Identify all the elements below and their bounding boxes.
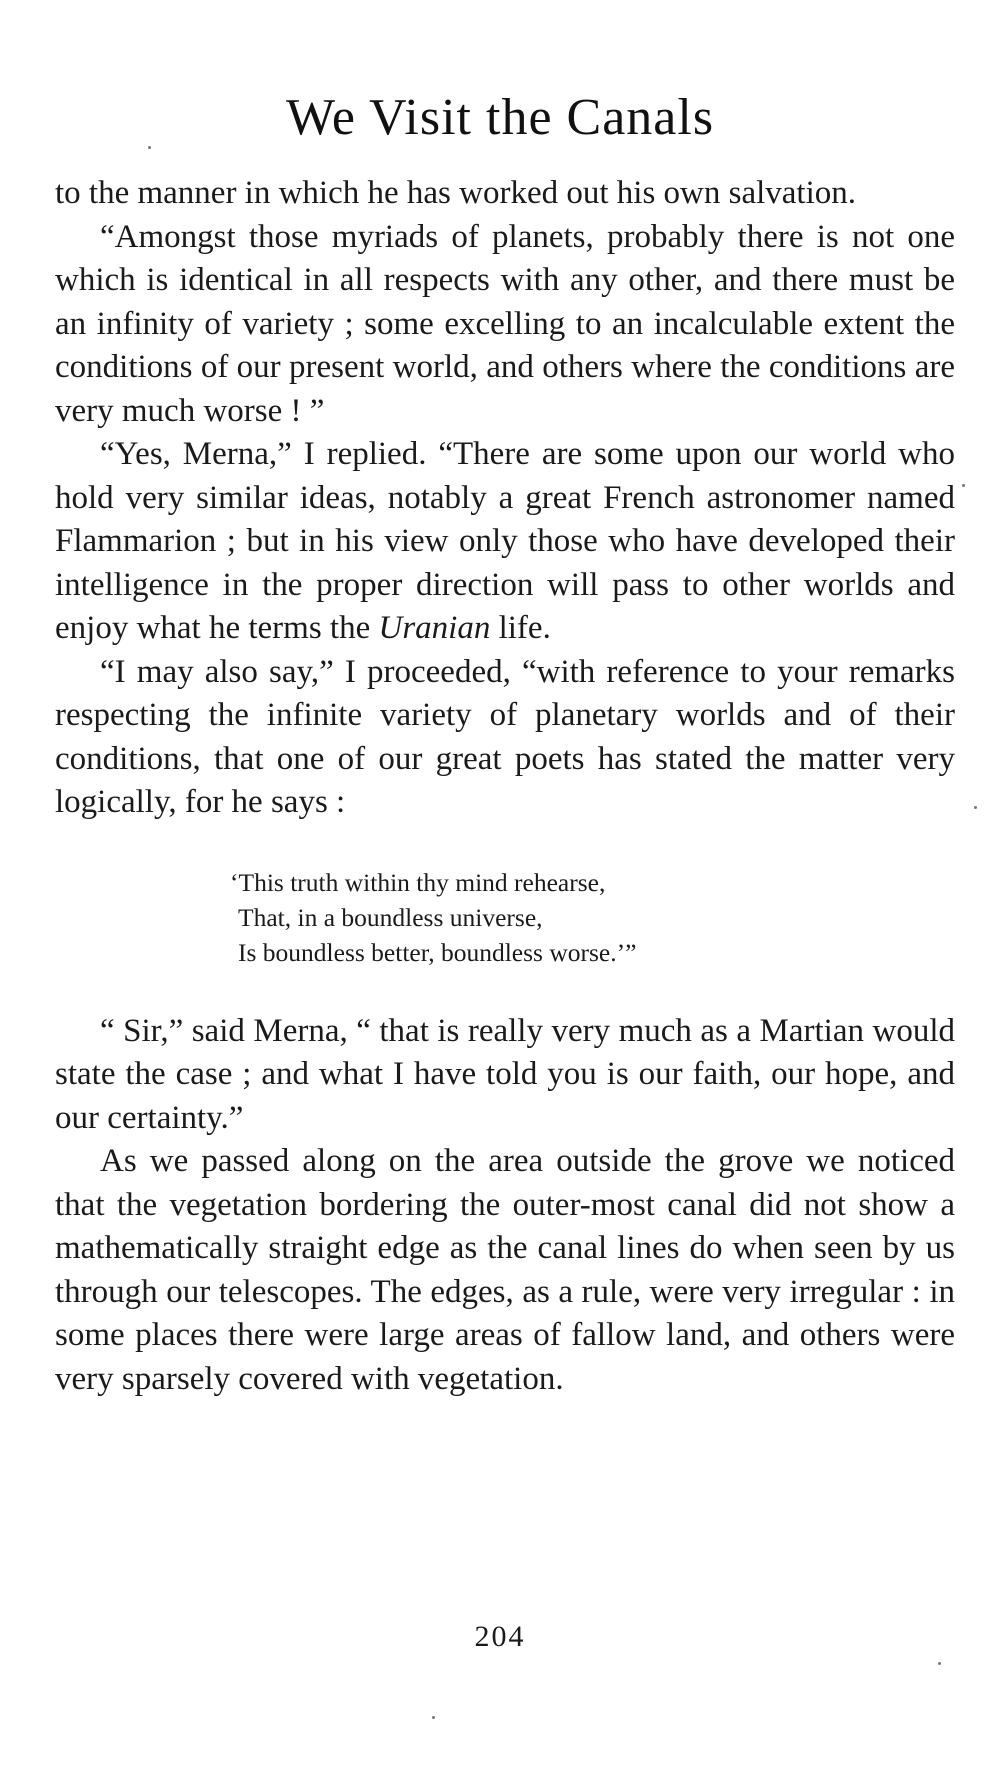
running-head: We Visit the Canals: [285, 89, 715, 146]
paper-speck: [938, 1662, 941, 1665]
paper-speck: [148, 146, 151, 149]
paragraph-flammarion-text: “Yes, Merna,” I replied. “There are some upon our world who hold very similar ideas, notably a great French astronomer named Flammarion ; but in his view only those who have developed their intelligence in the proper direction will pass to other worlds and enjoy what he terms the: [55, 436, 955, 646]
paragraph-vegetation: As we passed along on the area outside the grove we noticed that the vegetation bordering the outer-most canal did not show a mathematically straight edge as the canal lines do when seen by us through our telescopes. The edges, as a rule, were very irregular : in some places there were large areas of fallow land, and others were very sparsely covered with vegetation.: [55, 1143, 955, 1397]
verse-line: Is boundless better, boundless worse.’”: [238, 937, 637, 967]
uranian-italic: Uranian: [378, 610, 491, 646]
body-text: [55, 172, 955, 1401]
paper-speck: [432, 1716, 435, 1719]
paragraph-continuation: to the manner in which he has worked out his own salvation.: [55, 175, 857, 211]
paragraph-poets: “I may also say,” I proceeded, “with reference to your remarks respecting the infinite variety of planetary worlds and of their conditions, that one of our great poets has stated the matter very logically, for he says :: [55, 653, 955, 820]
verse-line: That, in a boundless universe,: [238, 902, 543, 932]
verse-line: ‘This truth within thy mind rehearse,: [230, 867, 606, 897]
paper-speck: [974, 806, 977, 809]
paper-speck: [962, 484, 965, 487]
paragraph-flammarion: [55, 433, 955, 651]
verse-quotation: [230, 865, 955, 970]
paragraph-merna-planets: “Amongst those myriads of planets, probably there is not one which is identical in all respects with any other, and there must be an infinity of variety ; some excelling to an incalculable extent the conditions of our present world, and others where the conditions are very much worse ! ”: [55, 218, 955, 429]
paragraph-martian-faith: “ Sir,” said Merna, “ that is really very much as a Martian would state the case ; and what I have told you is our faith, our hope, and our certainty.”: [55, 1012, 955, 1136]
page-number: 204: [474, 1620, 526, 1653]
paragraph-flammarion-end: life.: [490, 610, 551, 646]
